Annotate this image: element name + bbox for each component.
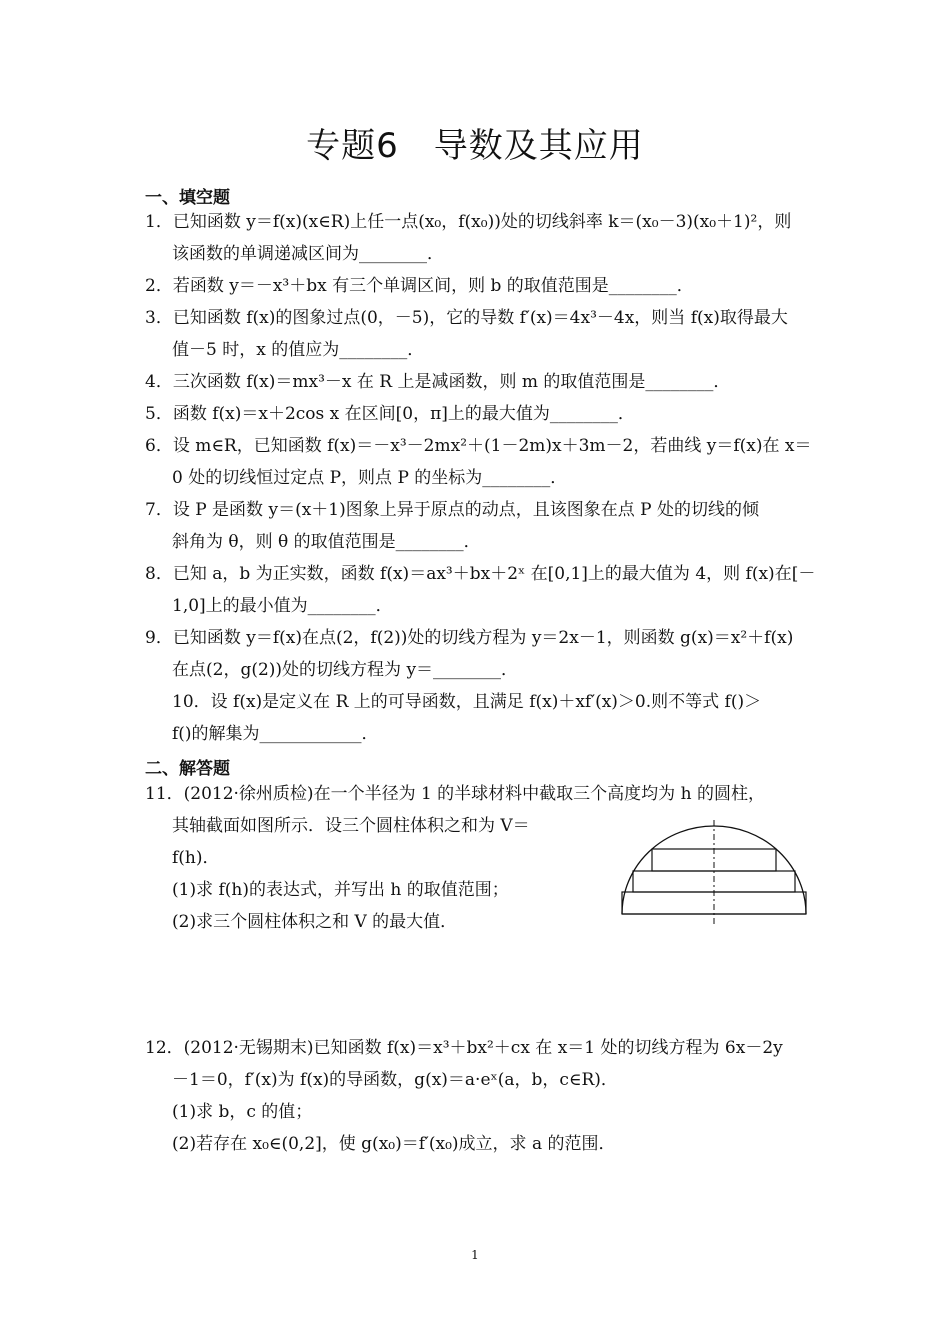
question-line: 7．设 P 是函数 y＝(x＋1)图象上异于原点的动点，且该图象在点 P 处的切线的倾 — [145, 500, 759, 520]
question-line: (2)若存在 x₀∈(0,2]，使 g(x₀)＝f′(x₀)成立，求 a 的范围． — [172, 1134, 616, 1154]
question-line: 1．已知函数 y＝f(x)(x∈R)上任一点(x₀，f(x₀))处的切线斜率 k＝(x₀－3)(x₀＋1)²，则 — [145, 212, 792, 232]
question-line: (1)求 b，c 的值； — [172, 1102, 313, 1122]
question-line: (1)求 f(h)的表达式，并写出 h 的取值范围； — [172, 880, 509, 900]
question-line: 9．已知函数 y＝f(x)在点(2，f(2))处的切线方程为 y＝2x－1，则函数 g(x)＝x²＋f(x) — [145, 628, 794, 648]
question-line: 3．已知函数 f(x)的图象过点(0，－5)，它的导数 f′(x)＝4x³－4x，则当 f(x)取得最大 — [145, 308, 788, 328]
question-line: f(h)． — [172, 848, 220, 868]
question-line: 在点(2，g(2))处的切线方程为 y＝________． — [172, 660, 519, 680]
page-number: 1 — [471, 1248, 479, 1262]
question-line: 4．三次函数 f(x)＝mx³－x 在 R 上是减函数，则 m 的取值范围是________． — [145, 372, 731, 392]
question-line: 1,0]上的最小值为________． — [172, 596, 393, 616]
question-line: －1＝0，f′(x)为 f(x)的导函数，g(x)＝a·eˣ(a，b，c∈R)． — [172, 1070, 618, 1090]
question-line: 斜角为 θ，则 θ 的取值范围是________． — [172, 532, 481, 552]
question-line: 8．已知 a，b 为正实数，函数 f(x)＝ax³＋bx＋2ˣ 在[0,1]上的最大值为 4，则 f(x)在[－ — [145, 564, 816, 584]
question-line: 6．设 m∈R，已知函数 f(x)＝－x³－2mx²＋(1－2m)x＋3m－2，若曲线 y＝f(x)在 x＝ — [145, 436, 812, 456]
question-line: 10．设 f(x)是定义在 R 上的可导函数，且满足 f(x)＋xf′(x)＞0.则不等式 f()＞ — [172, 692, 762, 712]
question-line: 12．(2012·无锡期末)已知函数 f(x)＝x³＋bx²＋cx 在 x＝1 处的切线方程为 6x－2y — [145, 1038, 783, 1058]
question-line: (2)求三个圆柱体积之和 V 的最大值． — [172, 912, 458, 932]
question-line: 其轴截面如图所示．设三个圆柱体积之和为 V＝ — [172, 816, 530, 836]
hemisphere-cylinders-figure — [618, 820, 810, 926]
question-line: 2．若函数 y＝－x³＋bx 有三个单调区间，则 b 的取值范围是________． — [145, 276, 694, 296]
page-title: 专题6 导数及其应用 — [306, 126, 644, 166]
question-line: f()的解集为____________． — [172, 724, 379, 744]
section-heading-answer: 二、解答题 — [145, 759, 230, 779]
question-line: 5．函数 f(x)＝x＋2cos x 在区间[0，π]上的最大值为________． — [145, 404, 635, 424]
question-line: 值－5 时，x 的值应为________． — [172, 340, 425, 360]
question-line: 11．(2012·徐州质检)在一个半径为 1 的半球材料中截取三个高度均为 h 的圆柱， — [145, 784, 765, 804]
question-line: 该函数的单调递减区间为________． — [172, 244, 444, 264]
section-heading-fill-in: 一、填空题 — [145, 188, 230, 208]
question-line: 0 处的切线恒过定点 P，则点 P 的坐标为________． — [172, 468, 568, 488]
